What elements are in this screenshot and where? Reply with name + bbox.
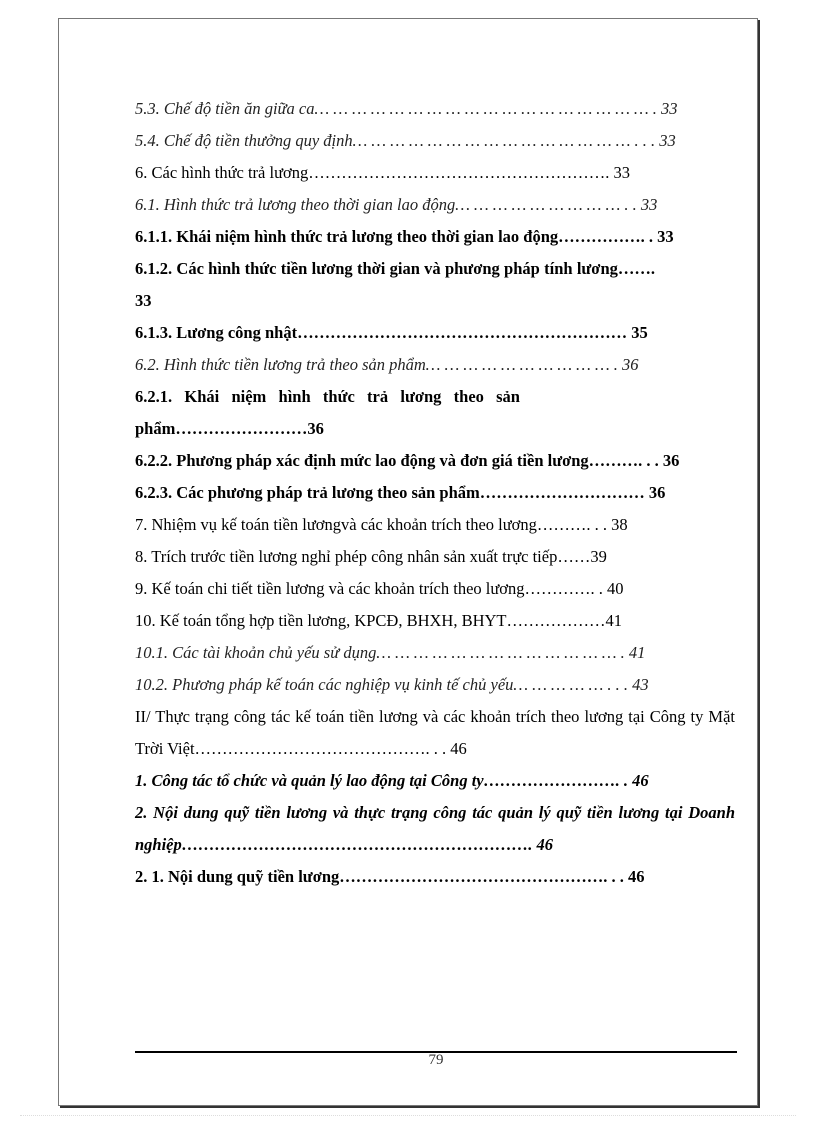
toc-entry: 7. Nhiệm vụ kế toán tiền lươngvà các khoản trích theo lương………. . . 38 (135, 515, 628, 534)
toc-entry: 6.1.2. Các hình thức tiền lương thời gian và phương pháp tính lương……. 33 (135, 259, 655, 310)
table-of-contents (135, 93, 740, 893)
toc-entry: 2. Nội dung quỹ tiền lương và thực trạng công tác quản lý quỹ tiền lương tại Doanh nghiệp………………………………………………………. 46 (135, 803, 735, 854)
toc-entry: 6.1. Hình thức trả lương theo thời gian lao động… … … … … … … … … . . 33 (135, 195, 658, 214)
toc-entry: 10.2. Phương pháp kế toán các nghiệp vụ kinh tế chủ yếu… … … … … . . . 43 (135, 675, 649, 694)
toc-entry: 10.1. Các tài khoản chủ yếu sử dụng… … … … … … … … … … … … … . 41 (135, 643, 646, 662)
toc-entry: 6.2.2. Phương pháp xác định mức lao động và đơn giá tiền lương………. . . 36 (135, 451, 680, 470)
toc-entry: 1. Công tác tổ chức và quản lý lao động tại Công ty……………………. . 46 (135, 771, 649, 790)
toc-entry: 5.3. Chế độ tiền ăn giữa ca… … … … … … … … … … … … … … … … … … . 33 (135, 99, 678, 118)
toc-entry: 6.2.1. Khái niệm hình thức trả lương theo sản phẩm……………………36 (135, 387, 520, 438)
toc-entry: 2. 1. Nội dung quỹ tiền lương…………………………………………. . . 46 (135, 867, 645, 886)
toc-entry: 6.1.1. Khái niệm hình thức trả lương theo thời gian lao động……………. . 33 (135, 227, 674, 246)
toc-entry: 6.1.3. Lương công nhật…………………………………………………… 35 (135, 323, 648, 342)
toc-entry: 6.2. Hình thức tiền lương trả theo sản phẩm… … … … … … … … … … . 36 (135, 355, 639, 374)
toc-entry: 9. Kế toán chi tiết tiền lương và các khoản trích theo lương…………. . 40 (135, 579, 624, 598)
toc-entry: 5.4. Chế độ tiền thưởng quy định… … … … … … … … … … … … … … … . . . 33 (135, 131, 676, 150)
page-number: 79 (428, 1052, 444, 1068)
toc-entry: II/ Thực trạng công tác kế toán tiền lương và các khoản trích theo lương tại Công ty Mặt Trời Việt……………………………………. . . 46 (135, 707, 735, 758)
page-bottom-divider (20, 1115, 796, 1116)
toc-entry: 6. Các hình thức trả lương………………………………………………. 33 (135, 163, 630, 182)
toc-entry: 6.2.3. Các phương pháp trả lương theo sản phẩm………………………… 36 (135, 483, 666, 502)
toc-entry: 10. Kế toán tổng hợp tiền lương, KPCĐ, BHXH, BHYT………………41 (135, 611, 623, 630)
toc-entry: 8. Trích trước tiền lương nghỉ phép công nhân sản xuất trực tiếp……39 (135, 547, 607, 566)
